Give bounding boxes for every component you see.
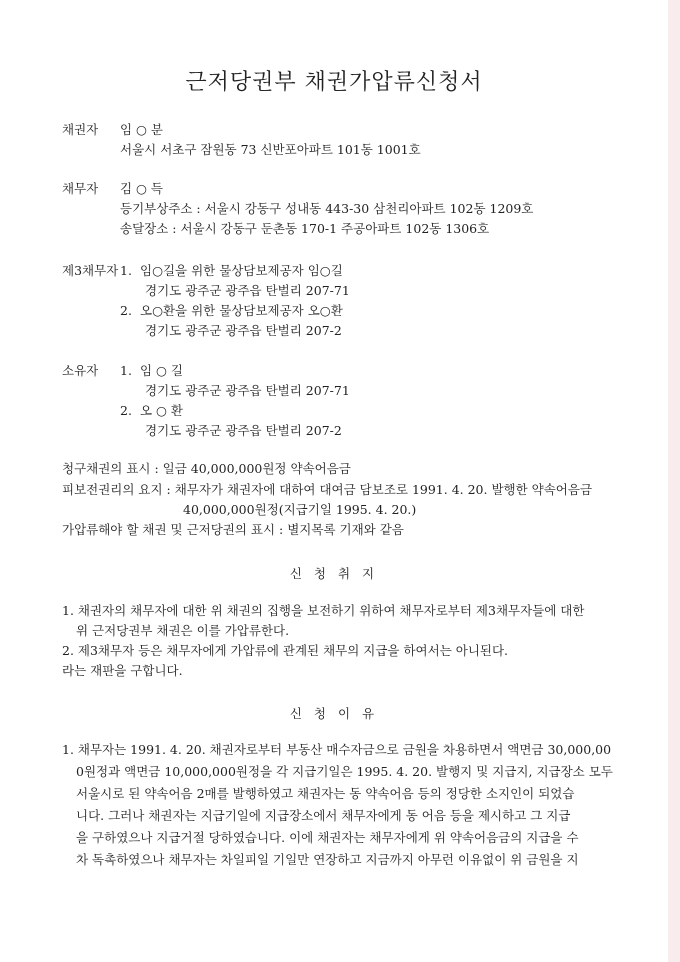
debtor-delivery-address: 송달장소 : 서울시 강동구 둔촌동 170-1 주공아파트 102동 1306호 (120, 221, 490, 236)
debtor-name: 김 ○ 득 (120, 181, 164, 196)
debtor-label: 채무자 (62, 181, 99, 196)
third-debtor-2-line1: 오○환을 위한 물상담보제공자 오○환 (140, 303, 343, 318)
purpose-line-2: 위 근저당권부 채권은 이를 가압류한다. (76, 623, 290, 638)
owner-1-address: 경기도 광주군 광주읍 탄벌리 207-71 (145, 383, 350, 398)
purpose-line-4: 라는 재판을 구합니다. (62, 663, 183, 678)
third-debtor-label: 제3채무자 (62, 263, 119, 278)
creditor-address: 서울시 서초구 잠원동 73 신반포아파트 101동 1001호 (120, 142, 421, 157)
third-debtor-1-line1: 임○길을 위한 물상담보제공자 임○길 (140, 263, 343, 278)
claim-indication: 청구채권의 표시 : 일금 40,000,000원정 약속어음금 (62, 461, 351, 476)
third-debtor-1-line2: 경기도 광주군 광주읍 탄벌리 207-71 (145, 283, 350, 298)
purpose-line-3: 2. 제3채무자 등은 채무자에게 가압류에 관계된 채무의 지급을 하여서는 아니된다. (62, 643, 509, 658)
owner-1-name: 임 ○ 길 (140, 363, 184, 378)
reason-line-5: 을 구하였으나 지급거절 당하였습니다. 이에 채권자는 채무자에게 위 약속어음금의 지급을 수 (76, 830, 579, 845)
reason-line-6: 차 독촉하였으나 채무자는 차일피일 기일만 연장하고 지금까지 아무런 이유없이 위 금원을 지 (76, 852, 579, 867)
reason-line-2: 0원정과 액면금 10,000,000원정을 각 지급기일은 1995. 4. 20. 발행지 및 지급지, 지급장소 모두 (76, 764, 613, 779)
owner-2-address: 경기도 광주군 광주읍 탄벌리 207-2 (145, 423, 342, 438)
owner-1-num: 1. (120, 363, 132, 378)
debtor-registered-address: 등기부상주소 : 서울시 강동구 성내동 443-30 삼천리아파트 102동 1209호 (120, 201, 534, 216)
third-debtor-2-line2: 경기도 광주군 광주읍 탄벌리 207-2 (145, 323, 342, 338)
reason-heading: 신 청 이 유 (289, 706, 379, 721)
creditor-name: 임 ○ 분 (120, 122, 164, 137)
owner-label: 소유자 (62, 363, 99, 378)
seized-claim-indication: 가압류해야 할 채권 및 근저당권의 표시 : 별지목록 기재와 같음 (62, 522, 404, 537)
third-debtor-1-num: 1. (120, 263, 132, 278)
purpose-heading: 신 청 취 지 (289, 566, 379, 581)
preserved-right-summary: 피보전권리의 요지 : 채무자가 채권자에 대하여 대여금 담보조로 1991. 4. 20. 발행한 약속어음금 (62, 482, 593, 497)
owner-2-num: 2. (120, 403, 132, 418)
reason-line-1: 1. 채무자는 1991. 4. 20. 채권자로부터 부동산 매수자금으로 금원을 차용하면서 액면금 30,000,00 (62, 742, 612, 757)
creditor-label: 채권자 (62, 122, 99, 137)
reason-line-3: 서울시로 된 약속어음 2매를 발행하였고 채권자는 동 약속어음 등의 정당한 소지인이 되었습 (76, 786, 575, 801)
document-title: 근저당권부 채권가압류신청서 (185, 70, 483, 95)
third-debtor-2-num: 2. (120, 303, 132, 318)
page-edge (668, 0, 680, 962)
preserved-right-amount: 40,000,000원정(지급기일 1995. 4. 20.) (183, 502, 417, 517)
reason-line-4: 니다. 그러나 채권자는 지급기일에 지급장소에서 채무자에게 동 어음 등을 제시하고 그 지급 (76, 808, 571, 823)
owner-2-name: 오 ○ 환 (140, 403, 184, 418)
purpose-line-1: 1. 채권자의 채무자에 대한 위 채권의 집행을 보전하기 위하여 채무자로부터 제3채무자들에 대한 (62, 603, 585, 618)
